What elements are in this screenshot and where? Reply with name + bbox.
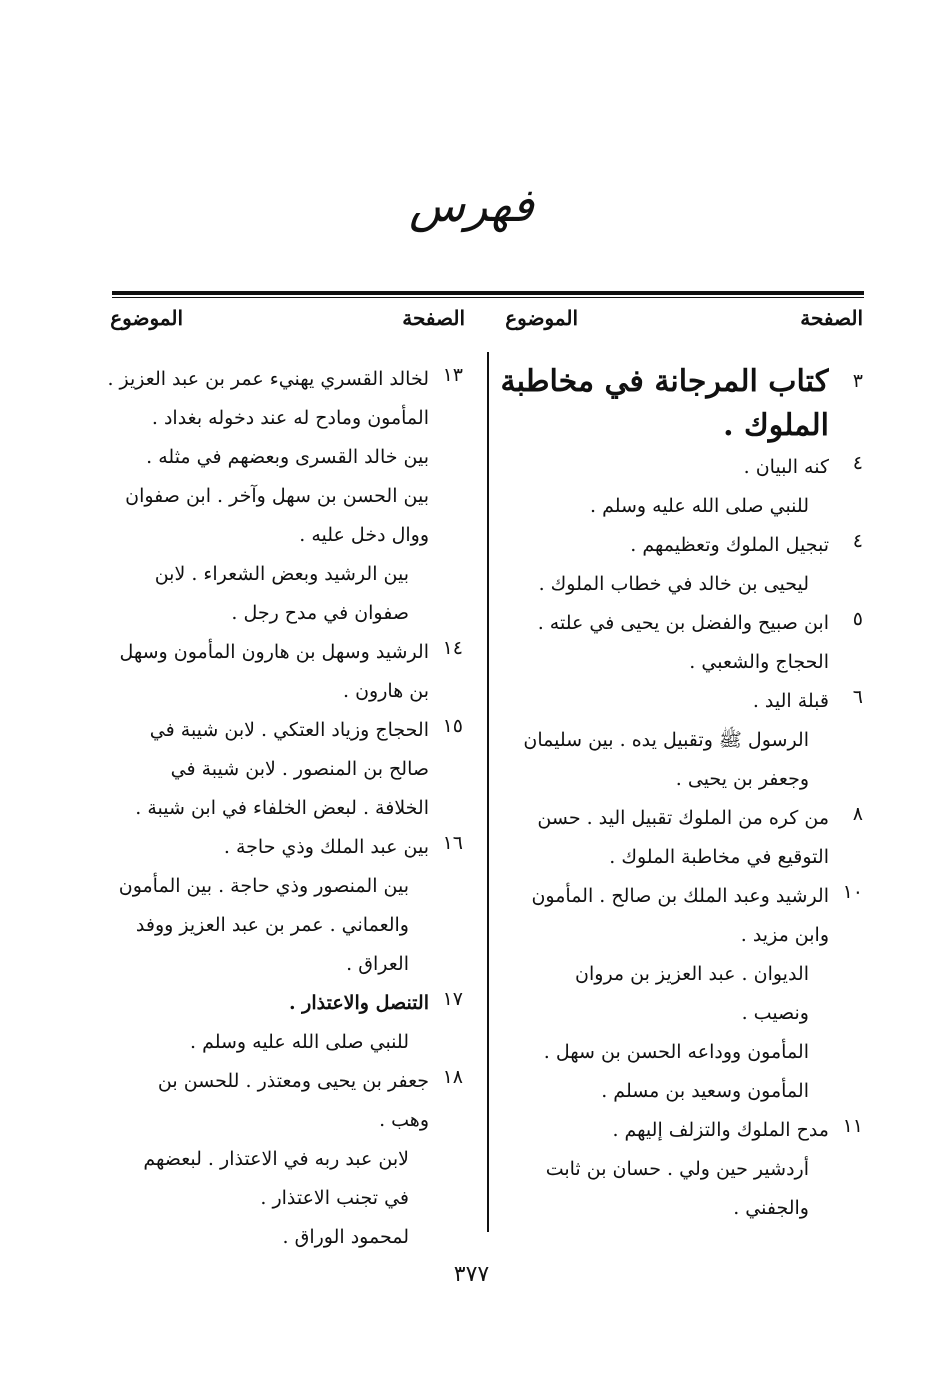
- entry-topic-line: وابن مزيد .: [740, 924, 829, 946]
- entry-page-number: ٨: [852, 803, 863, 825]
- entry-topic-line: كتاب المرجانة في مخاطبة: [500, 364, 829, 399]
- entry-topic-line: صالح بن المنصور . لابن شيبة في: [170, 758, 429, 780]
- right-column: [500, 360, 863, 1228]
- index-entry: [500, 360, 863, 448]
- index-entry: [508, 565, 863, 604]
- entry-page-number: ٤: [852, 452, 863, 474]
- index-entry: [107, 360, 463, 555]
- entry-topic-line: في تجنب الاعتذار .: [260, 1187, 409, 1209]
- index-entry: [111, 1062, 463, 1140]
- entry-page-number: ١٠: [842, 881, 863, 903]
- entry-page-number: ٦: [852, 686, 863, 708]
- entry-page-number: ١٥: [442, 715, 463, 737]
- index-entry: [508, 721, 863, 799]
- index-entry: [111, 1023, 463, 1062]
- entry-topic-line: التوقيع في مخاطبة الملوك .: [609, 846, 829, 868]
- header-right-topic: الموضوع: [505, 306, 578, 330]
- entry-topic-line: بين عبد الملك وذي حاجة .: [223, 836, 429, 858]
- entry-topic-line: الرشيد وسهل بن هارون المأمون وسهل: [119, 641, 429, 663]
- index-entry: [111, 828, 463, 867]
- index-entry: [508, 799, 863, 877]
- page-title: فهرس: [409, 178, 534, 232]
- entry-topic-line: والجفني .: [733, 1197, 809, 1219]
- entry-page-number: ١١: [842, 1115, 863, 1137]
- entry-topic-line: بين خالد القسرى وبعضهم في مثله .: [146, 446, 429, 468]
- entry-page-number: ١٤: [442, 637, 463, 659]
- entry-topic-line: مدح الملوك والتزلف إليهم .: [612, 1119, 829, 1141]
- index-entry: [508, 604, 863, 682]
- entry-page-number: [829, 487, 863, 491]
- index-entry: [508, 1111, 863, 1150]
- index-entry: [508, 487, 863, 526]
- entry-page-number: ١٦: [442, 832, 463, 854]
- index-entry: [111, 555, 463, 633]
- entry-topic-line: أردشير حين ولي . حسان بن ثابت: [545, 1158, 809, 1180]
- header-left-topic: الموضوع: [110, 306, 183, 330]
- entry-topic-line: بين المنصور وذي حاجة . بين المأمون: [118, 875, 409, 897]
- entry-page-number: [829, 565, 863, 569]
- entry-topic-line: كنه البيان .: [743, 456, 829, 478]
- entry-topic-line: الديوان . عبد العزيز بن مروان: [575, 963, 809, 985]
- entry-page-number: [829, 955, 863, 959]
- index-entry: [111, 1140, 463, 1257]
- entry-topic-line: وجعفر بن يحيى .: [675, 768, 809, 790]
- index-entry: [508, 1150, 863, 1228]
- entry-topic-line: الرسول ﷺ وتقبيل يده . بين سليمان: [523, 729, 809, 751]
- entry-page-number: [829, 1150, 863, 1154]
- entry-topic-line: من كره من الملوك تقبيل اليد . حسن: [537, 807, 829, 829]
- entry-topic-line: صفوان في مدح رجل .: [231, 602, 409, 624]
- entry-topic-line: جعفر بن يحيى ومعتذر . للحسن بن: [157, 1070, 429, 1092]
- entry-topic-line: التنصل والاعتذار .: [288, 992, 429, 1014]
- entry-page-number: [429, 555, 463, 559]
- header-rule-thin: [112, 297, 864, 298]
- entry-topic-line: للنبي صلى الله عليه وسلم .: [189, 1031, 409, 1053]
- entry-topic-line: المأمون وسعيد بن مسلم .: [601, 1080, 809, 1102]
- entry-topic-line: الملوك .: [723, 408, 829, 443]
- entry-topic-line: بين الرشيد وبعض الشعراء . لابن: [154, 563, 409, 585]
- entry-page-number: ٣: [852, 370, 863, 392]
- entry-topic-line: قبلة اليد .: [752, 690, 829, 712]
- left-column: [107, 360, 463, 1257]
- entry-topic-line: للنبي صلى الله عليه وسلم .: [589, 495, 809, 517]
- entry-page-number: [429, 867, 463, 871]
- entry-topic-line: ونصيب .: [741, 1002, 809, 1024]
- index-entry: [508, 955, 863, 1033]
- entry-topic-line: ليحيى بن خالد في خطاب الملوك .: [538, 573, 809, 595]
- index-entry: [508, 526, 863, 565]
- entry-page-number: [429, 1140, 463, 1144]
- header-right-page: الصفحة: [800, 306, 863, 330]
- entry-page-number: ٥: [852, 608, 863, 630]
- entry-page-number: ١٨: [442, 1066, 463, 1088]
- entry-topic-line: وهب .: [379, 1109, 429, 1131]
- index-entry: [111, 633, 463, 711]
- index-entry: [508, 877, 863, 955]
- entry-topic-line: تبجيل الملوك وتعظيمهم .: [630, 534, 829, 556]
- entry-topic-line: بن هارون .: [343, 680, 429, 702]
- index-entry: [508, 1033, 863, 1111]
- index-entry: [508, 682, 863, 721]
- entry-topic-line: المأمون ووداعه الحسن بن سهل .: [543, 1041, 809, 1063]
- header-rule: [112, 291, 864, 295]
- entry-page-number: [829, 1033, 863, 1037]
- entry-topic-line: الحجاج وزياد العتكي . لابن شيبة في: [149, 719, 429, 741]
- entry-page-number: ١٧: [442, 988, 463, 1010]
- entry-topic-line: والعماني . عمر بن عبد العزيز ووفد: [135, 914, 409, 936]
- index-entry: [508, 448, 863, 487]
- entry-topic-line: لابن عبد ربه في الاعتذار . لبعضهم: [143, 1148, 409, 1170]
- index-entry: [111, 711, 463, 828]
- column-divider: [487, 352, 489, 1232]
- entry-topic-line: الرشيد وعبد الملك بن صالح . المأمون: [531, 885, 829, 907]
- entry-topic-line: ووال دخل عليه .: [299, 524, 429, 546]
- entry-page-number: ٤: [852, 530, 863, 552]
- entry-topic-line: العراق .: [346, 953, 409, 975]
- entry-topic-line: لمحمود الوراق .: [282, 1226, 409, 1248]
- header-left-page: الصفحة: [402, 306, 465, 330]
- entry-topic-line: بين الحسن بن سهل وآخر . ابن صفوان: [125, 485, 429, 507]
- index-entry: [111, 867, 463, 984]
- entry-topic-line: لخالد القسري يهنيء عمر بن عبد العزيز .: [107, 368, 429, 390]
- entry-page-number: [429, 1023, 463, 1027]
- page-number: ٣٧٧: [453, 1262, 490, 1287]
- entry-page-number: ١٣: [442, 364, 463, 386]
- entry-topic-line: المأمون ومادح له عند دخوله بغداد .: [151, 407, 429, 429]
- index-entry: [111, 984, 463, 1023]
- entry-page-number: [829, 721, 863, 725]
- entry-topic-line: الحجاج والشعبي .: [689, 651, 829, 673]
- entry-topic-line: الخلافة . لبعض الخلفاء في ابن شيبة .: [135, 797, 429, 819]
- entry-topic-line: ابن صبيح والفضل بن يحيى في علته .: [537, 612, 829, 634]
